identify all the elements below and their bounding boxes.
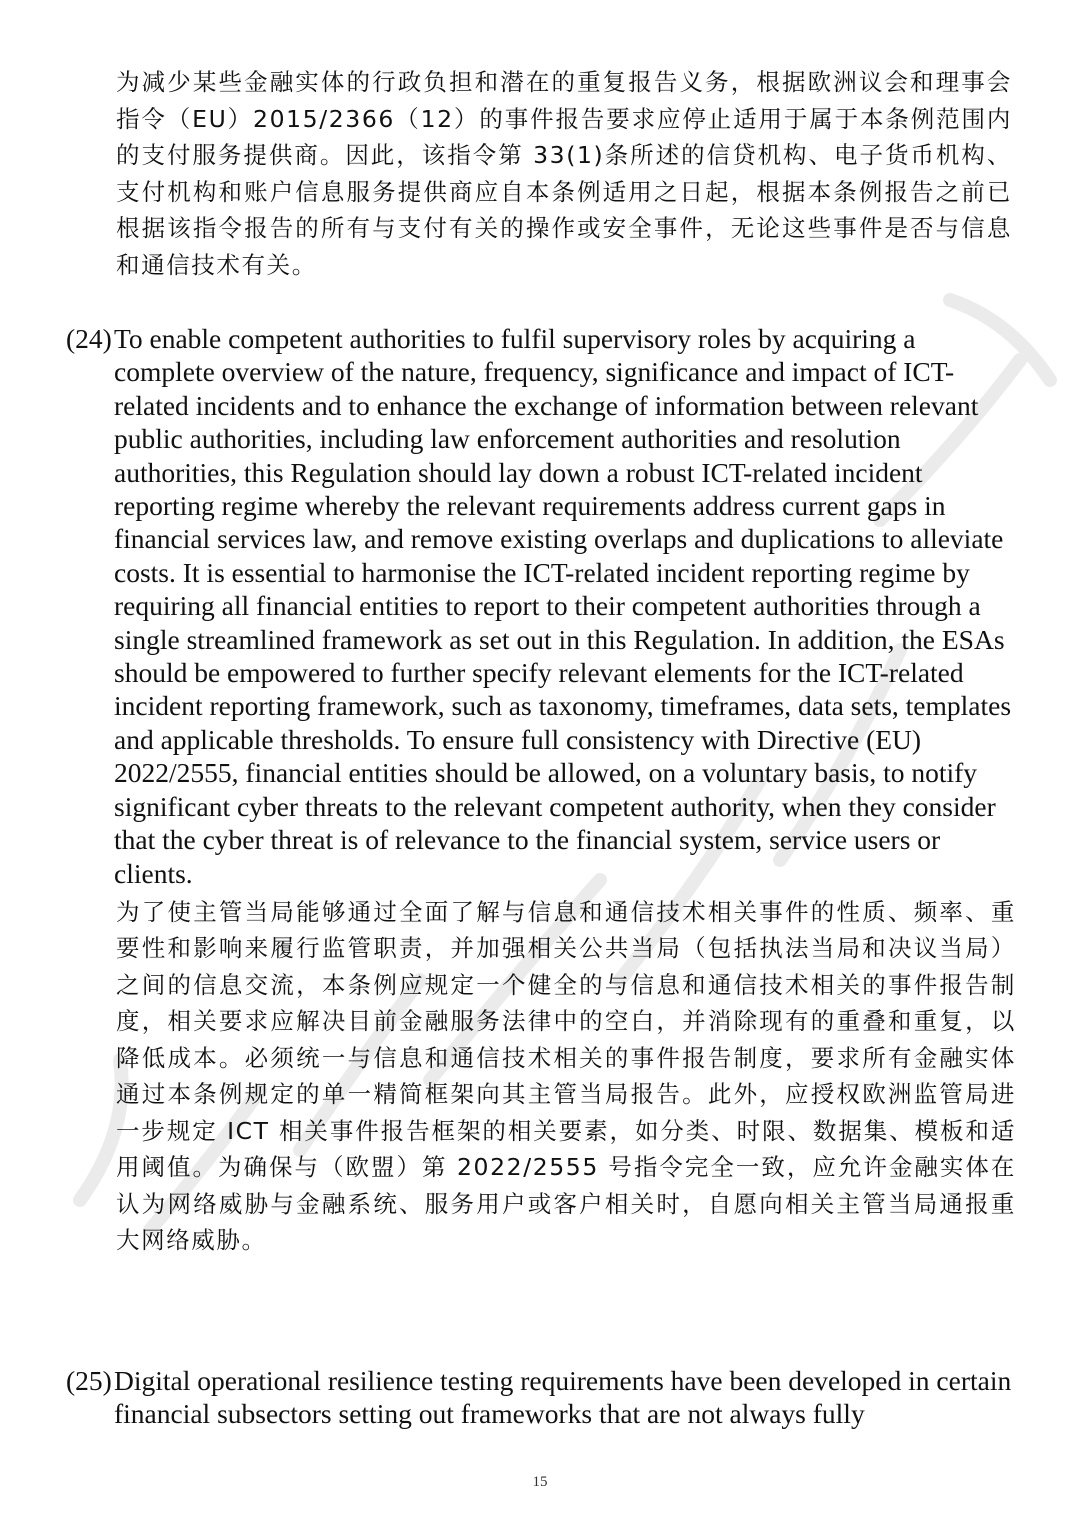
recital-24	[66, 322, 1016, 1259]
recital-chinese-text: 为了使主管当局能够通过全面了解与信息和通信技术相关事件的性质、频率、重要性和影响来履行监管职责，并加强相关公共当局（包括执法当局和决议当局）之间的信息交流，本条例应规定一个健全的与信息和通信技术相关的事件报告制度，相关要求应解决目前金融服务法律中的空白，并消除现有的重叠和重复，以降低成本。必须统一与信息和通信技术相关的事件报告制度，要求所有金融实体通过本条例规定的单一精简框架向其主管当局报告。此外，应授权欧洲监管局进一步规定 ICT 相关事件报告框架的相关要素，如分类、时限、数据集、模板和适用阈值。为确保与（欧盟）第 2022/2555 号指令完全一致，应允许金融实体在认为网络威胁与金融系统、服务用户或客户相关时，自愿向相关主管当局通报重大网络威胁。	[116, 897, 1016, 1255]
recital-25	[66, 1364, 1016, 1431]
recital-english-text: To enable competent authorities to fulfil supervisory roles by acquiring a complete overview of the nature, frequency, significance and impact of ICT-related incidents and to enhance the exchange of information between relevant public authorities, including law enforcement authorities and resolution authorities, this Regulation should lay down a robust ICT-related incident reporting regime whereby the relevant requirements address current gaps in financial services law, and remove existing overlaps and duplications to alleviate costs. It is essential to harmonise the ICT-related incident reporting regime by requiring all financial entities to report to their competent authorities through a single streamlined framework as set out in this Regulation. In addition, the ESAs should be empowered to further specify relevant elements for the ICT-related incident reporting framework, such as taxonomy, timeframes, data sets, templates and applicable thresholds. To ensure full consistency with Directive (EU) 2022/2555, financial entities should be allowed, on a voluntary basis, to notify significant cyber threats to the relevant competent authority, when they consider that the cyber threat is of relevance to the financial system, service users or clients.	[114, 323, 1012, 889]
recital-number: (25)	[66, 1365, 112, 1396]
page-number: 15	[532, 1474, 548, 1490]
recital-number: (24)	[66, 323, 112, 354]
recital-english-text: Digital operational resilience testing requirements have been developed in certain financial subsectors setting out frameworks that are not always fully	[114, 1365, 1012, 1430]
intro-chinese-text: 为减少某些金融实体的行政负担和潜在的重复报告义务，根据欧洲议会和理事会指令（EU）2015/2366（12）的事件报告要求应停止适用于属于本条例范围内的支付服务提供商。因此，该指令第 33(1)条所述的信贷机构、电子货币机构、支付机构和账户信息服务提供商应自本条例适用之日起，根据本条例报告之前已根据该指令报告的所有与支付有关的操作或安全事件，无论这些事件是否与信息和通信技术有关。	[116, 68, 1012, 279]
